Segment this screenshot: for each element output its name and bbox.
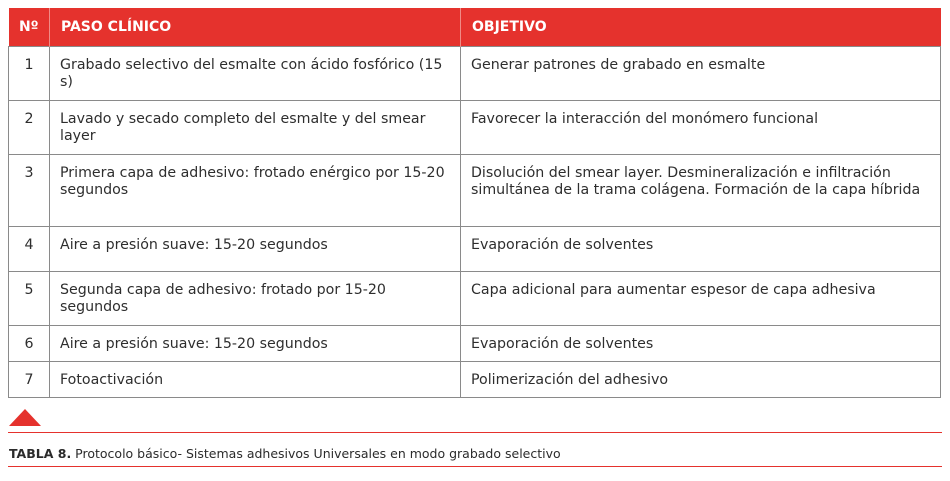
table-header-row <box>9 8 941 47</box>
row-step: Aire a presión suave: 15-20 segundos <box>50 326 461 362</box>
header-clinical-step: PASO CLÍNICO <box>50 8 461 47</box>
row-number: 2 <box>9 101 50 155</box>
row-step: Fotoactivación <box>50 362 461 398</box>
row-step: Aire a presión suave: 15-20 segundos <box>50 227 461 272</box>
caption-divider-top <box>8 432 942 433</box>
caption-label: TABLA 8. <box>9 446 72 461</box>
table-row <box>9 272 941 326</box>
row-number: 4 <box>9 227 50 272</box>
header-number: Nº <box>9 8 50 47</box>
table-row <box>9 47 941 101</box>
row-number: 6 <box>9 326 50 362</box>
table-row <box>9 155 941 227</box>
row-number: 3 <box>9 155 50 227</box>
table-row <box>9 101 941 155</box>
row-number: 7 <box>9 362 50 398</box>
row-objective: Evaporación de solventes <box>461 227 941 272</box>
table-row <box>9 362 941 398</box>
row-step: Lavado y secado completo del esmalte y del smear layer <box>50 101 461 155</box>
row-objective: Capa adicional para aumentar espesor de capa adhesiva <box>461 272 941 326</box>
row-objective: Polimerización del adhesivo <box>461 362 941 398</box>
caption-text: Protocolo básico- Sistemas adhesivos Universales en modo grabado selectivo <box>71 446 561 461</box>
row-number: 5 <box>9 272 50 326</box>
row-objective: Disolución del smear layer. Desmineralización e infiltración simultánea de la trama colágena. Formación de la capa híbrida <box>461 155 941 227</box>
protocol-table-container <box>8 8 940 398</box>
table-row <box>9 326 941 362</box>
row-step: Segunda capa de adhesivo: frotado por 15-20 segundos <box>50 272 461 326</box>
row-objective: Favorecer la interacción del monómero funcional <box>461 101 941 155</box>
header-objective: OBJETIVO <box>461 8 941 47</box>
table-row <box>9 227 941 272</box>
row-step: Primera capa de adhesivo: frotado enérgico por 15-20 segundos <box>50 155 461 227</box>
caption-divider-bottom <box>8 466 942 467</box>
row-step: Grabado selectivo del esmalte con ácido fosfórico (15 s) <box>50 47 461 101</box>
protocol-table <box>8 8 941 398</box>
table-caption <box>9 446 561 461</box>
row-objective: Generar patrones de grabado en esmalte <box>461 47 941 101</box>
row-objective: Evaporación de solventes <box>461 326 941 362</box>
triangle-marker-icon <box>9 409 41 426</box>
row-number: 1 <box>9 47 50 101</box>
